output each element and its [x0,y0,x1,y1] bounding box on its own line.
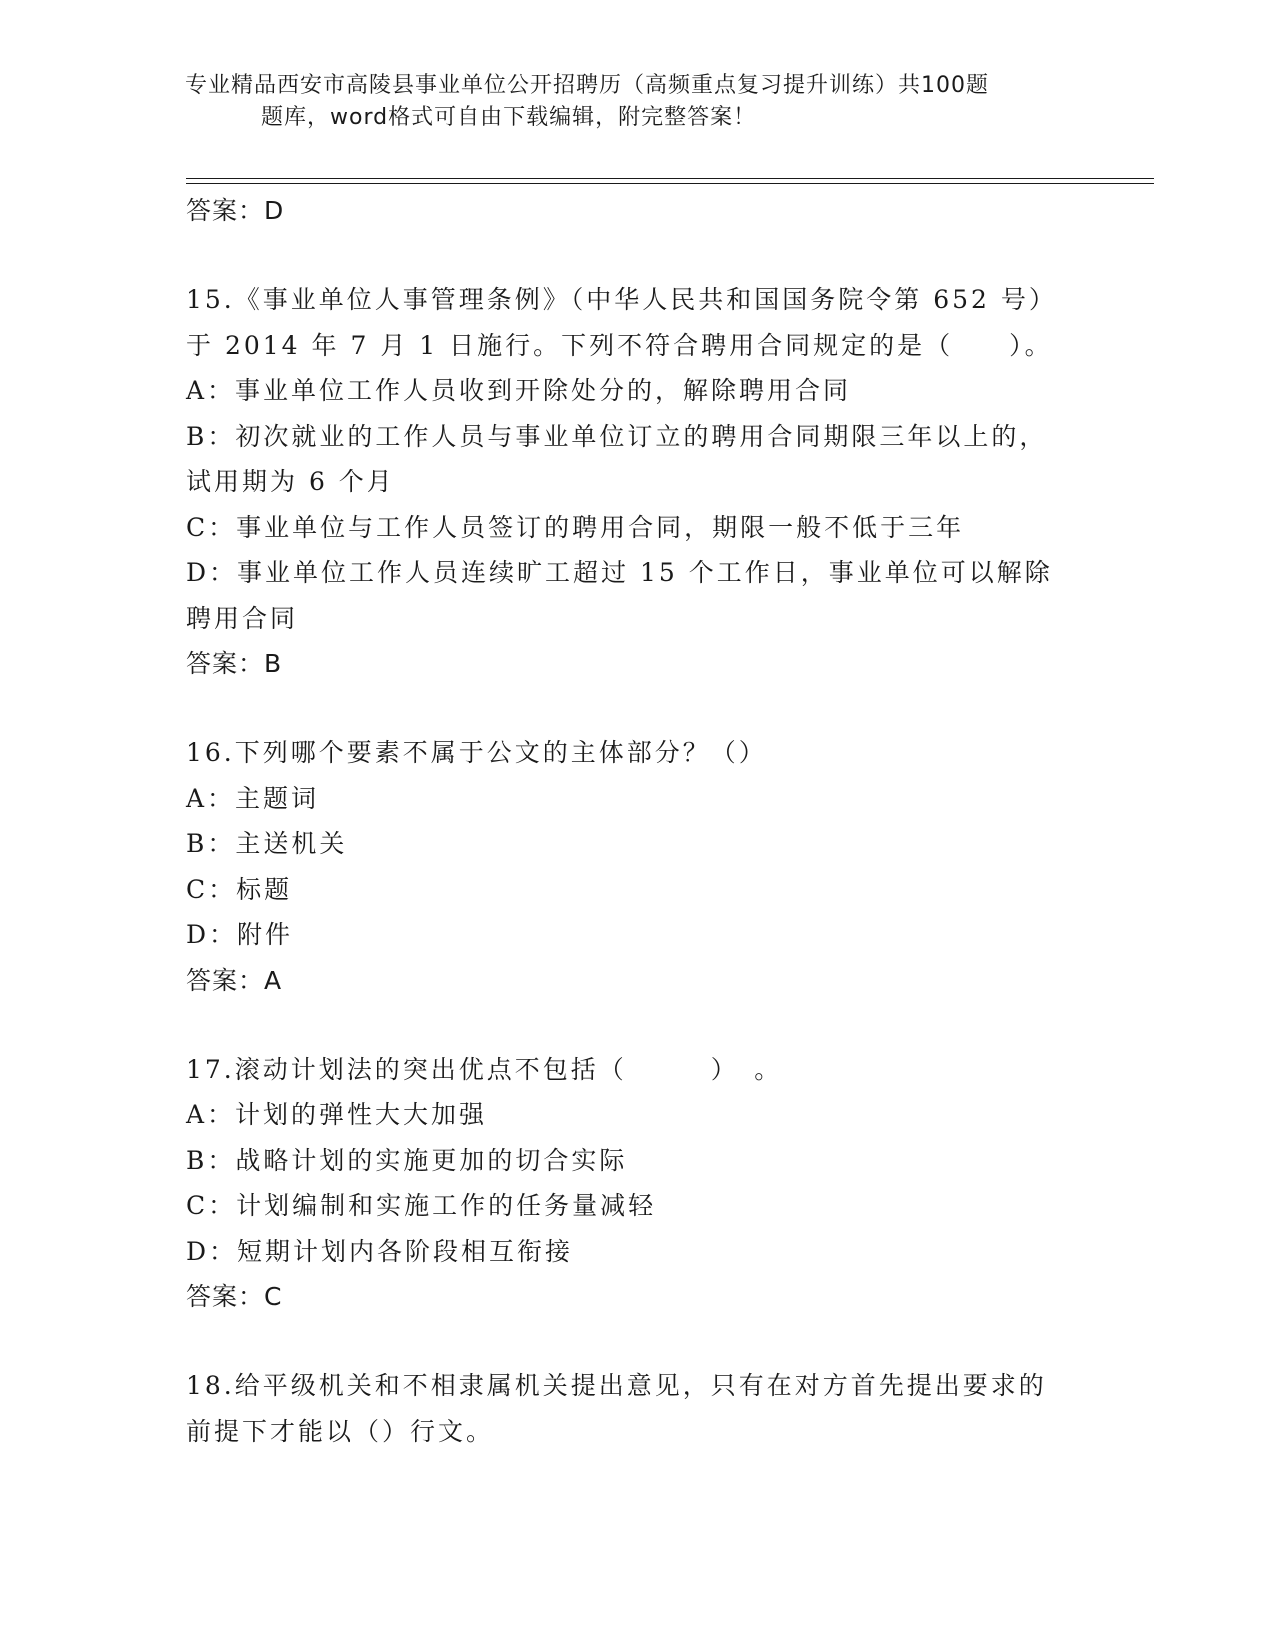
question-16-option-b: B：主送机关 [186,829,348,858]
header-title-line-1: 专业精品西安市高陵县事业单位公开招聘历（高频重点复习提升训练）共100题 [185,73,989,98]
question-15 [186,277,1086,687]
header-rule-bottom [186,183,1154,184]
question-16-option-a: A：主题词 [186,783,320,813]
question-16-option-d: D：附件 [186,920,294,949]
question-15-option-d-line-1: D：事业单位工作人员连续旷工超过 15 个工作日，事业单位可以解除 [186,558,1053,587]
spacer [186,1320,1086,1363]
question-list [186,188,1086,1454]
question-15-answer: 答案：B [186,649,283,678]
question-16 [186,730,1086,1004]
question-18-stem-line-1: 18.给平级机关和不相隶属机关提出意见，只有在对方首先提出要求的 [186,1371,1047,1400]
document-header [185,70,1065,134]
question-17-answer: 答案：C [186,1282,283,1311]
question-17-stem: 17.滚动计划法的突出优点不包括（ ） 。 [186,1054,783,1084]
question-16-stem: 16.下列哪个要素不属于公文的主体部分？（） [186,738,767,767]
question-18 [186,1363,1086,1454]
header-rule-top [186,178,1154,179]
question-15-stem-line-1: 15.《事业单位人事管理条例》（中华人民共和国国务院令第 652 号） [186,285,1057,314]
question-15-option-b-line-2: 试用期为 6 个月 [186,467,395,496]
spacer [186,234,1086,277]
question-15-option-b-line-1: B：初次就业的工作人员与事业单位订立的聘用合同期限三年以上的， [186,421,1048,451]
question-18-stem-line-2: 前提下才能以（）行文。 [186,1416,495,1446]
question-16-answer: 答案：A [186,965,283,995]
question-15-stem-line-2: 于 2014 年 7 月 1 日施行。下列不符合聘用合同规定的是（ ）。 [186,330,1053,360]
spacer [186,687,1086,730]
question-15-option-c: C：事业单位与工作人员签订的聘用合同，期限一般不低于三年 [186,512,965,542]
question-17-option-b: B：战略计划的实施更加的切合实际 [186,1145,628,1175]
header-title-line-2: 题库，word格式可自由下载编辑，附完整答案！ [261,105,757,130]
question-17-option-a: A：计划的弹性大大加强 [186,1100,488,1129]
question-17-option-d: D：短期计划内各阶段相互衔接 [186,1236,574,1266]
question-15-option-d-line-2: 聘用合同 [186,603,299,633]
question-17-option-c: C：计划编制和实施工作的任务量减轻 [186,1191,657,1220]
spacer [186,1004,1086,1047]
question-17 [186,1047,1086,1321]
question-15-option-a: A：事业单位工作人员收到开除处分的，解除聘用合同 [186,376,852,405]
answer-previous: 答案：D [186,196,285,225]
question-16-option-c: C：标题 [186,874,293,904]
